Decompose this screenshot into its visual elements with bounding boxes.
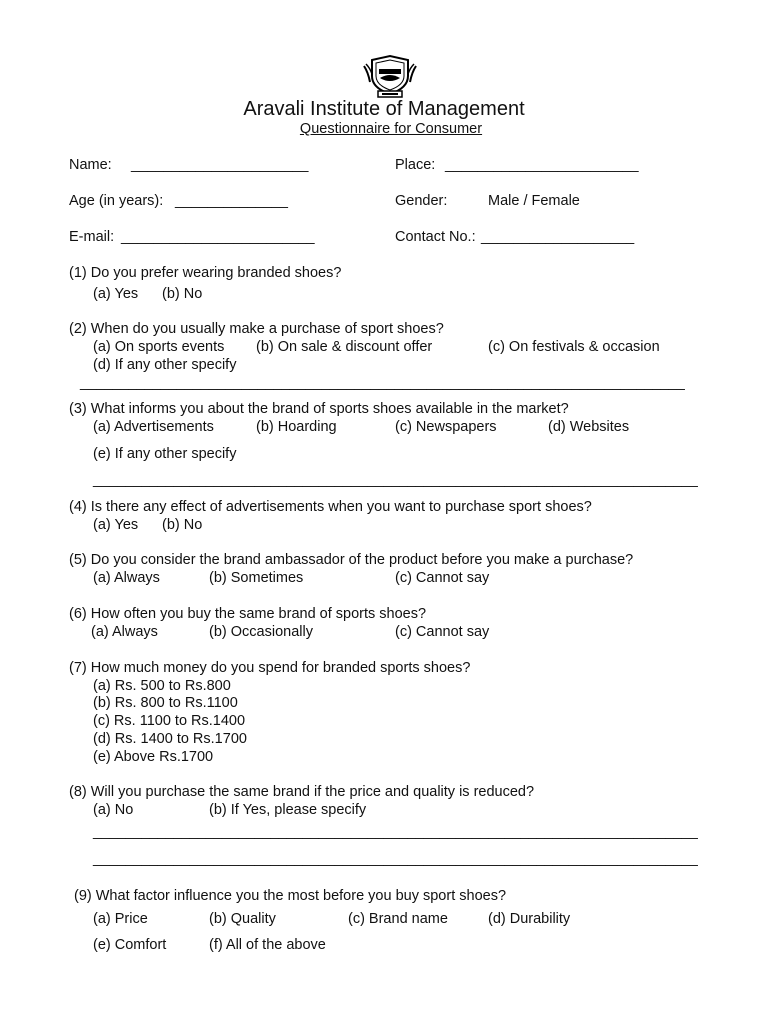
question-3: (3) What informs you about the brand of sports shoes available in the market?	[69, 401, 569, 417]
contact-field[interactable]: ___________________	[481, 229, 635, 245]
q9-option-e[interactable]: (e) Comfort	[93, 937, 167, 953]
gender-label: Gender:	[395, 193, 448, 209]
email-label: E-mail:	[69, 229, 115, 245]
question-5: (5) Do you consider the brand ambassador of the product before you make a purchase?	[69, 552, 634, 568]
gender-options[interactable]: Male / Female	[488, 193, 580, 209]
q3-option-c[interactable]: (c) Newspapers	[395, 419, 497, 435]
q1-option-b[interactable]: (b) No	[162, 286, 203, 302]
q3-option-a[interactable]: (a) Advertisements	[93, 419, 214, 435]
q7-option-a[interactable]: (a) Rs. 500 to Rs.800	[93, 678, 231, 694]
q1-option-a[interactable]: (a) Yes	[93, 286, 139, 302]
question-2: (2) When do you usually make a purchase of sport shoes?	[69, 321, 444, 337]
q7-option-d[interactable]: (d) Rs. 1400 to Rs.1700	[93, 731, 247, 747]
q6-option-b[interactable]: (b) Occasionally	[209, 624, 313, 640]
age-field[interactable]: ______________	[175, 193, 288, 209]
question-8: (8) Will you purchase the same brand if the price and quality is reduced?	[69, 784, 535, 800]
q8-option-a[interactable]: (a) No	[93, 802, 134, 818]
q5-option-c[interactable]: (c) Cannot say	[395, 570, 490, 586]
institute-logo-emblem	[360, 54, 420, 98]
q3-option-d[interactable]: (d) Websites	[548, 419, 630, 435]
q8-specify-line-1[interactable]: ___________________________________________________________________________	[93, 824, 698, 840]
q9-option-b[interactable]: (b) Quality	[209, 911, 276, 927]
q2-option-a[interactable]: (a) On sports events	[93, 339, 225, 355]
question-1: (1) Do you prefer wearing branded shoes?	[69, 265, 342, 281]
q2-option-d[interactable]: (d) If any other specify	[93, 357, 237, 373]
q4-option-a[interactable]: (a) Yes	[93, 517, 139, 533]
question-9: (9) What factor influence you the most before you buy sport shoes?	[74, 888, 507, 904]
q2-option-c[interactable]: (c) On festivals & occasion	[488, 339, 660, 355]
q2-option-b[interactable]: (b) On sale & discount offer	[256, 339, 433, 355]
q6-option-c[interactable]: (c) Cannot say	[395, 624, 490, 640]
q7-option-c[interactable]: (c) Rs. 1100 to Rs.1400	[93, 713, 246, 729]
name-field[interactable]: ______________________	[131, 157, 309, 173]
q4-option-b[interactable]: (b) No	[162, 517, 203, 533]
q9-option-c[interactable]: (c) Brand name	[348, 911, 448, 927]
q9-option-a[interactable]: (a) Price	[93, 911, 148, 927]
q3-specify-line[interactable]: ___________________________________________________________________________	[93, 472, 698, 488]
q9-option-f[interactable]: (f) All of the above	[209, 937, 326, 953]
q8-option-b[interactable]: (b) If Yes, please specify	[209, 802, 367, 818]
q8-specify-line-2[interactable]: ___________________________________________________________________________	[93, 851, 698, 867]
name-label: Name:	[69, 157, 112, 173]
question-4: (4) Is there any effect of advertisements when you want to purchase sport shoes?	[69, 499, 592, 515]
q2-specify-line[interactable]: ___________________________________________________________________________	[80, 375, 685, 391]
page-subtitle: Questionnaire for Consumer	[299, 121, 483, 137]
q5-option-a[interactable]: (a) Always	[93, 570, 160, 586]
place-field[interactable]: ________________________	[445, 157, 639, 173]
place-label: Place:	[395, 157, 436, 173]
q7-option-b[interactable]: (b) Rs. 800 to Rs.1100	[93, 695, 238, 711]
q5-option-b[interactable]: (b) Sometimes	[209, 570, 304, 586]
q7-option-e[interactable]: (e) Above Rs.1700	[93, 749, 214, 765]
page-title: Aravali Institute of Management	[243, 98, 525, 120]
email-field[interactable]: ________________________	[121, 229, 315, 245]
q3-option-e[interactable]: (e) If any other specify	[93, 446, 237, 462]
contact-label: Contact No.:	[395, 229, 476, 245]
q3-option-b[interactable]: (b) Hoarding	[256, 419, 337, 435]
question-7: (7) How much money do you spend for branded sports shoes?	[69, 660, 471, 676]
q9-option-d[interactable]: (d) Durability	[488, 911, 571, 927]
age-label: Age (in years):	[69, 193, 164, 209]
question-6: (6) How often you buy the same brand of sports shoes?	[69, 606, 427, 622]
q6-option-a[interactable]: (a) Always	[91, 624, 158, 640]
